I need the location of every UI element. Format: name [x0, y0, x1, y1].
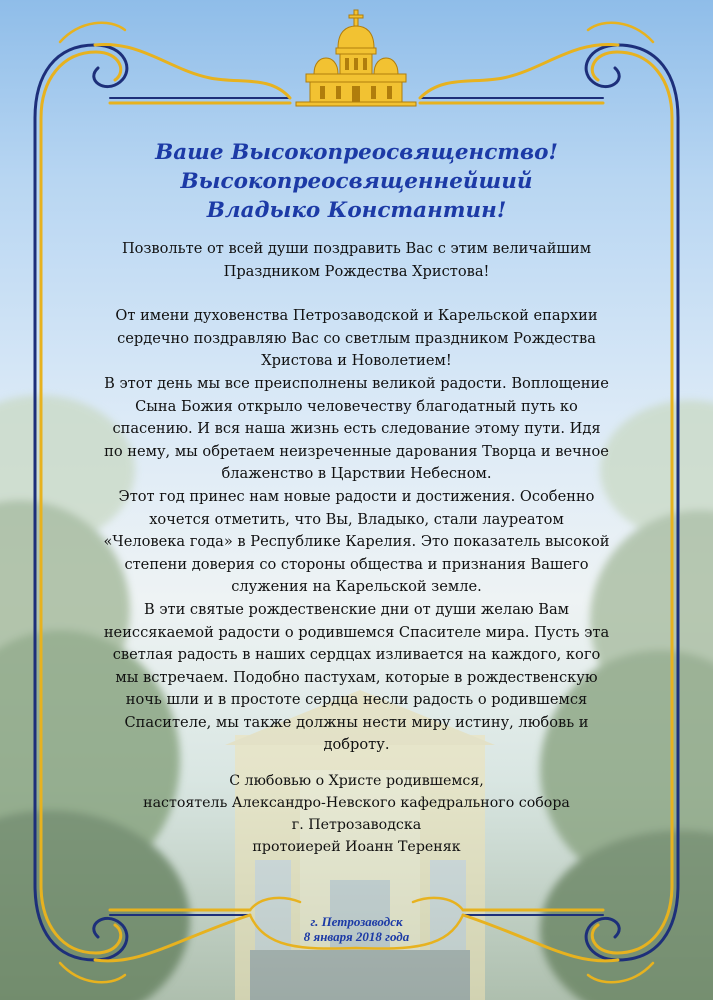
- text-line: Этот год принес нам новые радости и достижения. Особенно: [118, 487, 595, 505]
- church-dome-icon: [286, 8, 426, 108]
- text-line: Христова и Новолетием!: [261, 352, 452, 370]
- place-and-date: [0, 914, 713, 944]
- text-line: по нему, мы обретаем неизреченные дарования Творца и вечное: [104, 442, 609, 460]
- text-line: ночь шли и в простоте сердца несли радость о родившемся: [125, 691, 588, 709]
- main-paragraphs: [60, 305, 653, 757]
- signature-line: г. Петрозаводска: [291, 817, 422, 834]
- text-line: доброту.: [323, 736, 390, 754]
- text-line: От имени духовенства Петрозаводской и Карельской епархии: [115, 307, 598, 325]
- text-line: «Человека года» в Республике Карелия. Это показатель высокой: [103, 533, 610, 551]
- text-line: служения на Карельской земле.: [231, 578, 482, 596]
- signature-line: протоиерей Иоанн Тереняк: [252, 839, 461, 856]
- signature-line: настоятель Александро-Невского кафедрального собора: [143, 795, 570, 812]
- text-line: Сына Божия открыло человечеству благодатный путь ко: [135, 397, 578, 415]
- place-text: г. Петрозаводск: [310, 914, 403, 929]
- text-line: Спасителе, мы также должны нести миру истину, любовь и: [124, 713, 589, 731]
- greeting-heading: [60, 138, 653, 225]
- letter-body: [60, 138, 653, 858]
- text-line: блаженство в Царствии Небесном.: [221, 465, 492, 483]
- greeting-line: Владыко Константин!: [206, 198, 507, 223]
- date-text: 8 января 2018 года: [303, 929, 410, 944]
- text-line: степени доверия со стороны общества и признания Вашего: [124, 555, 589, 573]
- text-line: В эти святые рождественские дни от души желаю Вам: [143, 600, 570, 618]
- text-line: В этот день мы все преисполнены великой радости. Воплощение: [104, 374, 609, 392]
- signature-line: С любовью о Христе родившемся,: [229, 773, 484, 790]
- greeting-line: Ваше Высокопреосвященство!: [155, 140, 558, 165]
- signature-block: [60, 770, 653, 858]
- text-line: светлая радость в наших сердцах изливается на каждого, кого: [112, 646, 601, 664]
- text-line: Праздником Рождества Христова!: [223, 262, 490, 280]
- text-line: спасению. И вся наша жизнь есть следование этому пути. Идя: [112, 420, 601, 438]
- greeting-line: Высокопреосвященнейший: [180, 169, 533, 194]
- text-line: Позвольте от всей души поздравить Вас с этим величайшим: [121, 240, 592, 257]
- text-line: сердечно поздравляю Вас со светлым праздником Рождества: [117, 329, 596, 347]
- text-line: мы встречаем. Подобно пастухам, которые в рождественскую: [115, 668, 598, 686]
- text-line: хочется отметить, что Вы, Владыко, стали лауреатом: [149, 510, 564, 528]
- text-line: неиссякаемой радости о родившемся Спасителе мира. Пусть эта: [103, 623, 610, 641]
- intro-paragraph: [60, 238, 653, 283]
